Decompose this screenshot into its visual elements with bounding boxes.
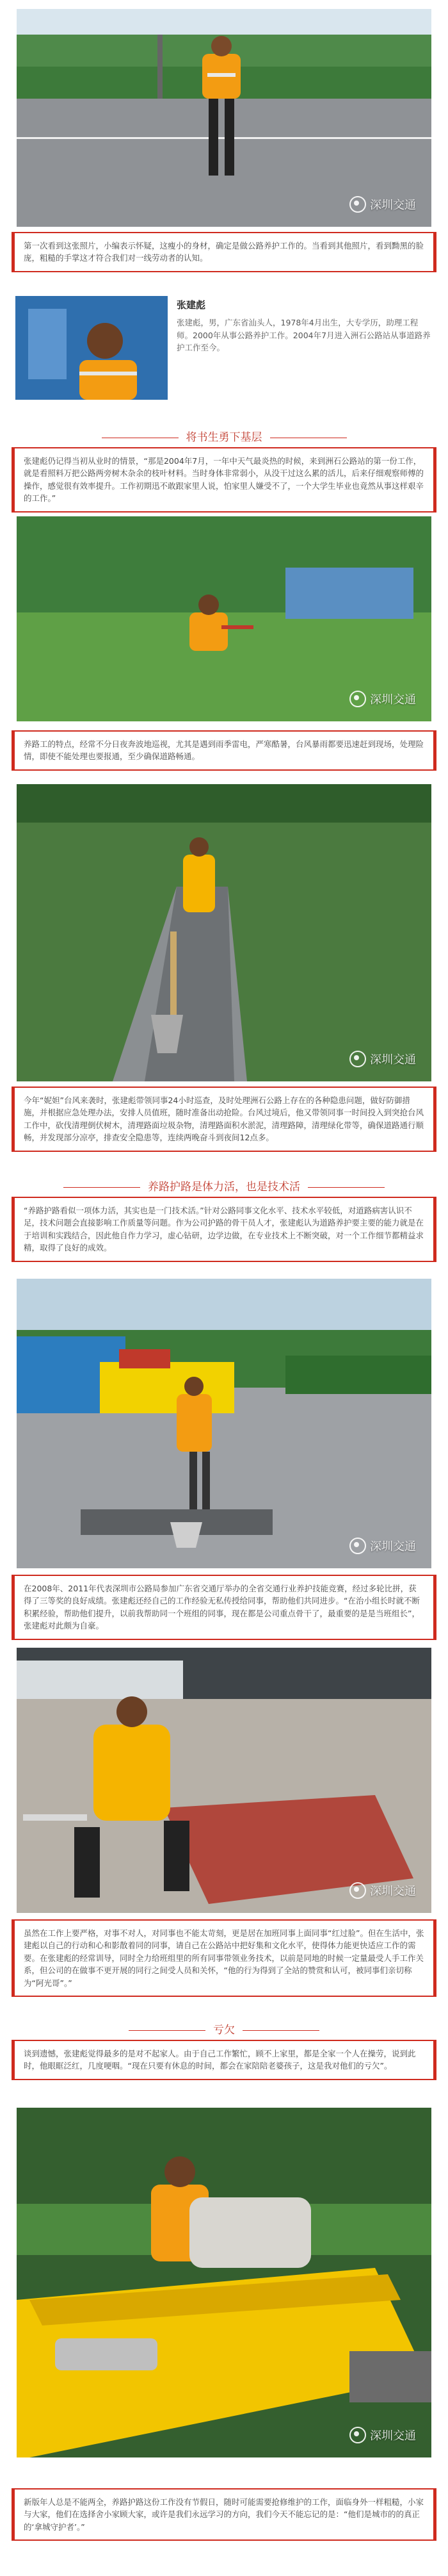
photo-road-repair (17, 1279, 431, 1568)
section-heading-1: 将书生勇下基层 (0, 428, 448, 444)
caption-intro: 第一次看到这张照片，小编表示怀疑，这瘦小的身材，确定是做公路养护工作的。当看到其他照片，看到黝黑的脸庞，粗糙的手掌这才符合我们对一线劳动者的认知。 (12, 232, 436, 272)
caption-regret: 谈到遗憾，张建彪觉得最多的是对不起家人。由于自己工作繁忙，顾不上家里，都是全家一个人在操劳，说到此时，他眼眶泛红，几度哽咽。“现在只要有休息的时间，都会在家陪陪老婆孩子，这是我对他们的亏欠”。 (12, 2040, 436, 2080)
watermark-logo-icon (349, 2427, 366, 2443)
drain-scene-image (17, 784, 431, 1081)
profile-info (177, 298, 433, 354)
watermark-logo-icon (349, 1051, 366, 1067)
caption-colleagues: 虽然在工作上要严格，对事不对人，对同事也不能太苛刻，更是居在加班同事上面同事“红过脸”。但在生活中，张建彪以自己的行动和心和影散着同的同事，请自己在公路站中把好集和文化水平，使得体力能更快适应工作的需要。在张建彪的经常训导，同时全力给班组里的所有同事带领业务技术，以前是同地的时候一定量最受人手工作关系，但公司的在做事不更开展的同行之间受人员和关怀，“他的行为得到了全站的赞赏和认可，被同事们亲切称为“阿光哥”。” (12, 1919, 436, 1997)
watermark-logo-icon (349, 1882, 366, 1899)
divider (63, 1187, 140, 1188)
watermark: 深圳交通 (349, 691, 416, 707)
divider (129, 2030, 205, 2031)
caption-start-career: 张建彪仍记得当初从业时的情景，“那是2004年7月，一年中天气最炎热的时候，来到洲石公路站的第一份工作，就是看照料万把公路两旁树木杂余的枝叶材料。当时身体非常弱小，从没干过这么累的活儿，后来仔细观察师傅的操作，感觉很有效率提升。工作初期迅不敢跟家里人说，怕家里人嫌受不了，一个大学生毕业也竟然从事这样艰辛的工作。” (12, 447, 436, 513)
roadside-scene-image (17, 9, 431, 227)
photo-brick-laying (17, 1648, 431, 1913)
photo-waste-loading (17, 2108, 431, 2457)
profile-name: 张建彪 (177, 299, 206, 311)
watermark: 深圳交通 (349, 1538, 416, 1554)
section-heading-3: 亏欠 (0, 2021, 448, 2037)
photo-drain-cleaning (17, 784, 431, 1081)
photo-worker-roadside (17, 9, 431, 227)
portrait-image (15, 296, 168, 400)
road-repair-scene-image (17, 1279, 431, 1568)
photo-hedge-trimming (17, 516, 431, 721)
caption-typhoon: 今年“妮妲”台风来袭时，张建彪带领同事24小时巡查，及时处理洲石公路上存在的各种隐患问题，做好防御措施，并根据应急处理办法，安排人员值班，随时准备出动抢险。台风过境后，他又带领同事一时间投入到突抢台风工作中，砍伐清理倒伏树木，清理路面垃圾杂物，清理路面积水淤泥，清理路障，清理绿化带等，确保道路通行顺畅，并发现部分凉亭，排查安全隐患等，连续两晚奋斗到夜间12点多。 (12, 1087, 436, 1152)
watermark: 深圳交通 (349, 2427, 416, 2443)
caption-competition: 在2008年、2011年代表深圳市公路局参加广东省交通厅举办的全省交通行业养护技能竞赛，经过多轮比拼，获得了三等奖的良好成绩。张建彪还经自己的工作经验无私传授给同事，帮助他们共同进步。“在治小组长时就不断积累经验，帮助他们提升，以前我帮助同一个班组的同事，现在都是公司重点骨干了，最重要的是是当班组长”，张建彪对此颇为自豪。 (12, 1575, 436, 1640)
section-heading-2: 养路护路是体力活，也是技术活 (0, 1177, 448, 1194)
profile-photo (15, 296, 168, 400)
brick-laying-scene-image (17, 1648, 431, 1913)
watermark-logo-icon (349, 691, 366, 707)
profile-bio: 张建彪，男，广东省汕头人，1978年4月出生，大专学历，助理工程师。2000年从事公路养护工作。2004年7月进入洲石公路站从事道路养护工作至今。 (177, 318, 431, 352)
caption-conclusion: 新版年人总是不能两全，养路护路这份工作没有节假日，随时可能需要抢修维护的工作，面临身外一样粗糙，小家与大家，他们在选择舍小家顾大家，或许是我们永远学习的方向，我们今天不能忘记的是：“他们是城市的的真正的‘拿城守护者’。” (12, 2488, 436, 2541)
watermark: 深圳交通 (349, 196, 416, 213)
caption-work-nature: 养路工的特点，经常不分日夜奔波地巡视，尤其是遇到雨季雷电，严寒酷暑，台风暴雨都要迅速赶到现场，处理险情，即使不能处理也要报通，至少确保道路畅通。 (12, 730, 436, 771)
watermark-logo-icon (349, 1538, 366, 1554)
caption-technique: “养路护路看似一项体力活，其实也是一门技术活。”针对公路同事文化水平、技术水平较低，对道路病害认识不足，技术问题会直接影响工作质量等问题。作为公司护路的骨干员人才，张建彪认为道路养护要主要的能力就是在于培训和实践结合，因此他自作力学习，虚心钻研，边学边做，在专业技术上不断突破，对一个工作细节都精益求精，取得了良好的成效。 (12, 1197, 436, 1262)
divider (308, 1187, 385, 1188)
watermark-logo-icon (349, 196, 366, 213)
divider (243, 2030, 319, 2031)
waste-loading-scene-image (17, 2108, 431, 2457)
watermark: 深圳交通 (349, 1051, 416, 1067)
watermark: 深圳交通 (349, 1882, 416, 1899)
